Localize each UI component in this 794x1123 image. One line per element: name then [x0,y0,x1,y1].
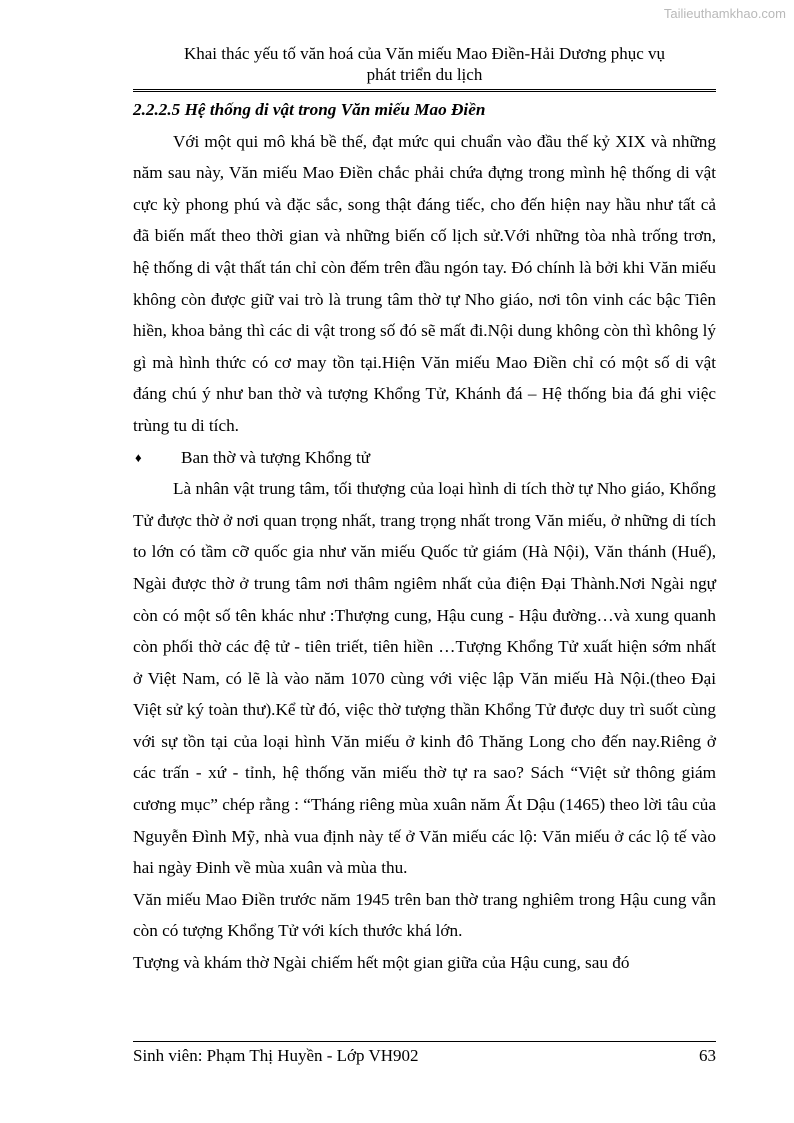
page-header [133,43,716,85]
footer-student: Sinh viên: Phạm Thị Huyền - Lớp VH902 [133,1046,419,1065]
bullet-item [133,442,716,474]
paragraph-1: Với một qui mô khá bề thế, đạt mức qui chuẩn vào đầu thế kỷ XIX và những năm sau này, Văn miếu Mao Điền chắc phải chứa đựng trong mình hệ thống di vật cực kỳ phong phú và đặc sắc, song thật đáng tiếc, cho đến hiện nay hầu như tất cả đã biến mất theo thời gian và những biến cố lịch sử.Với những tòa nhà trống trơn, hệ thống di vật thất tán chỉ còn đếm trên đầu ngón tay. Đó chính là bởi khi Văn miếu không còn được giữ vai trò là trung tâm thờ tự Nho giáo, nơi tôn vinh các bậc Tiên hiền, khoa bảng thì các di vật trong số đó sẽ mất đi.Nội dung không còn thì không lý gì mà hình thức có cơ may tồn tại.Hiện Văn miếu Mao Điền chỉ có một số di vật đáng chú ý như ban thờ và tượng Khổng Tử, Khánh đá – Hệ thống bia đá ghi việc trùng tu di tích. [133,131,716,435]
header-title-line2: phát triển du lịch [366,65,483,84]
paragraph-2: Là nhân vật trung tâm, tối thượng của loại hình di tích thờ tự Nho giáo, Khổng Tử được thờ ở nơi quan trọng nhất, trang trọng nhất trong Văn miếu, ở những di tích to lớn có tầm cỡ quốc gia như văn miếu Quốc tử giám (Hà Nội), Văn thánh (Huế), Ngài được thờ ở trung tâm nơi thâm ngiêm nhất của điện Đại Thành.Nơi Ngài ngự còn có một số tên khác như :Thượng cung, Hậu cung - Hậu đường…và xung quanh còn phối thờ các đệ tử - tiên triết, tiên hiền …Tượng Khổng Tử xuất hiện sớm nhất ở Việt Nam, có lẽ là vào năm 1070 cùng với việc lập Văn miếu Hà Nội.(theo Đại Việt sử ký toàn thư).Kể từ đó, việc thờ tượng thần Khổng Tử được duy trì suốt cùng với sự tồn tại của loại hình Văn miếu ở kinh đô Thăng Long cho đến nay.Riêng ở các trấn - xứ - tỉnh, hệ thống văn miếu thờ tự ra sao? Sách “Việt sử thông giám cương mục” chép rằng : “Tháng riêng mùa xuân năm Ất Dậu (1465) theo lời tâu của Nguyễn Đình Mỹ, nhà vua định này tế ở Văn miếu các lộ: Văn miếu ở các lộ tế vào hai ngày Đinh về mùa xuân và mùa thu. [133,479,716,878]
header-divider [133,89,716,92]
section-title: 2.2.2.5 Hệ thống di vật trong Văn miếu Mao Điền [133,100,486,119]
page-number: 63 [699,1046,716,1065]
page-footer [133,1046,716,1066]
footer-divider [133,1041,716,1042]
diamond-bullet-icon: ♦ [135,449,142,465]
document-body [133,94,716,979]
bullet-text: Ban thờ và tượng Khổng tử [181,447,371,467]
paragraph-3: Văn miếu Mao Điền trước năm 1945 trên ban thờ trang nghiêm trong Hậu cung vẫn còn có tượng Khổng Tử với kích thước khá lớn. [133,889,716,941]
header-title-line1: Khai thác yếu tố văn hoá của Văn miếu Mao Điền-Hải Dương phục vụ [183,44,665,63]
watermark: Tailieuthamkhao.com [663,6,786,21]
paragraph-4: Tượng và khám thờ Ngài chiếm hết một gian giữa của Hậu cung, sau đó [133,953,630,973]
